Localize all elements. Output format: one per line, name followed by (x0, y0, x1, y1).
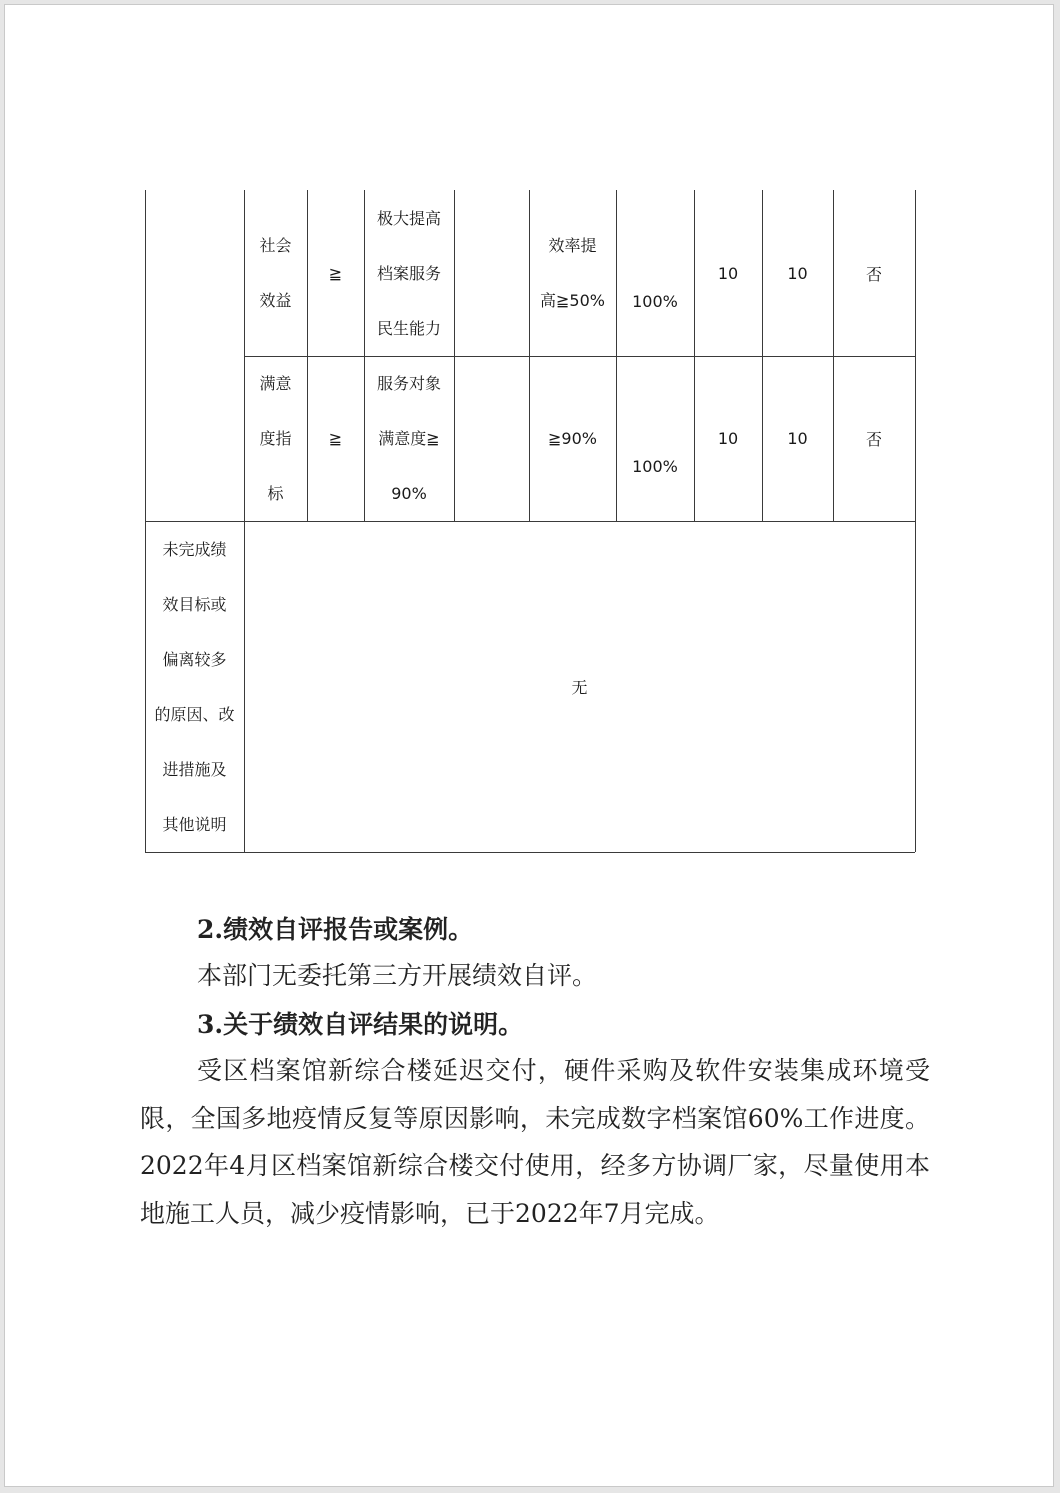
note-label-cell (145, 521, 244, 852)
completion-value: 100% (632, 291, 678, 311)
target-value: 极大提高 (376, 208, 441, 228)
indicator-name: 满意 (259, 374, 292, 393)
operator-cell (307, 356, 364, 521)
completion-cell (616, 411, 694, 521)
actual-value: ≧90% (548, 429, 597, 448)
target-cell (364, 190, 454, 356)
actual-cell (529, 356, 616, 521)
actual-cell (529, 190, 616, 356)
weight-value: 10 (717, 429, 739, 448)
score-value: 10 (787, 429, 808, 448)
note-value-cell (244, 521, 915, 852)
note-label: 未完成绩 (162, 539, 227, 559)
note-label: 的原因、改 (154, 704, 235, 724)
indicator-name: 社会 (259, 236, 292, 255)
target-value: 90% (391, 484, 427, 503)
target-value: 档案服务 (376, 263, 441, 283)
deviation-cell (833, 356, 915, 521)
weight-value: 10 (717, 263, 739, 283)
score-cell (762, 190, 833, 356)
table-border-bottom (145, 852, 915, 853)
note-label: 其他说明 (162, 814, 227, 834)
score-value: 10 (787, 263, 808, 283)
deviation-value: 否 (865, 430, 882, 449)
operator: ≧ (328, 263, 343, 283)
completion-cell (616, 246, 694, 356)
indicator-name: 效益 (259, 291, 292, 310)
section-body: 本部门无委托第三方开展绩效自评。 (197, 961, 598, 990)
table-border-right (915, 190, 916, 852)
section-heading: 3.关于绩效自评结果的说明。 (197, 1010, 524, 1039)
weight-cell (694, 356, 762, 521)
actual-value: 效率提 (548, 236, 597, 255)
table-row (244, 356, 307, 521)
note-label: 效目标或 (162, 594, 227, 614)
target-cell (364, 356, 454, 521)
operator: ≧ (328, 429, 343, 448)
indicator-name: 度指 (259, 429, 292, 448)
target-value: 满意度≧ (378, 429, 440, 448)
note-label: 进措施及 (162, 759, 227, 779)
section-heading: 2.绩效自评报告或案例。 (197, 915, 474, 944)
deviation-cell (833, 190, 915, 356)
section-body: 受区档案馆新综合楼延迟交付，硬件采购及软件安装集成环境受限，全国多地疫情反复等原因影响，未完成数字档案馆60%工作进度。2022年4月区档案馆新综合楼交付使用，经多方协调厂家，尽量使用本地施工人员，减少疫情影响，已于2022年7月完成。 (140, 1056, 930, 1228)
target-value: 民生能力 (376, 318, 441, 338)
indicator-name: 标 (267, 484, 284, 503)
note-value: 无 (571, 678, 588, 697)
score-cell (762, 356, 833, 521)
weight-cell (694, 190, 762, 356)
table-row (244, 190, 307, 356)
completion-value: 100% (632, 456, 678, 476)
note-label: 偏离较多 (162, 649, 227, 669)
operator-cell (307, 190, 364, 356)
target-value: 服务对象 (376, 374, 441, 393)
actual-value: 高≧50% (540, 291, 605, 310)
deviation-value: 否 (865, 264, 882, 284)
